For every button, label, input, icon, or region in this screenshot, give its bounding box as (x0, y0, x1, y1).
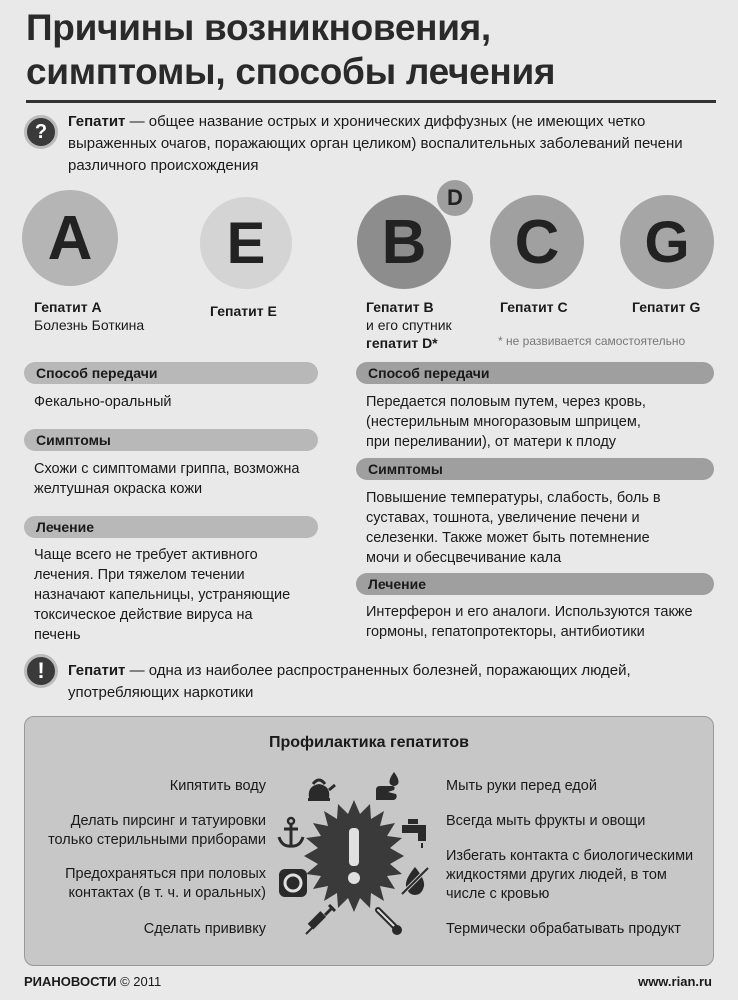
hepatitis-d-circle (437, 180, 473, 216)
letter-b: B (381, 207, 427, 277)
hepatitis-e-circle (200, 197, 292, 289)
hepatitis-b-sub2: гепатит D* (366, 335, 438, 351)
page-title (26, 6, 726, 94)
anchor-icon (274, 815, 308, 849)
right-symptoms-text: Повышение температуры, слабость, боль в суставах, тошнота, увеличение печени и селезенки. Также может быть потемнение мочи и обесцвечивание кала (366, 490, 661, 566)
title-divider (26, 100, 716, 103)
warning-lead: Гепатит (68, 662, 126, 679)
right-symptoms-header: Симптомы (356, 458, 714, 480)
no-blood-icon (398, 864, 432, 898)
left-treatment-header: Лечение (24, 516, 318, 538)
title-line-1: Причины возникновения, (26, 7, 491, 48)
footnote: * не развивается самостоятельно (498, 334, 686, 348)
right-treatment-text: Интерферон и его аналоги. Используются также гормоны, гепатопротекторы, антибиотики (366, 604, 693, 640)
hepatitis-e-label (210, 302, 277, 320)
left-symptoms-text: Схожи с симптомами гриппа, возможна желтушная окраска кожи (34, 461, 300, 497)
prevention-title: Профилактика гепатитов (268, 734, 469, 751)
footer-brand: РИАНОВОСТИ (24, 974, 117, 989)
letter-e: E (226, 210, 266, 276)
footer-year: © 2011 (120, 974, 162, 989)
intro-text: — общее название острых и хронических диффузных (не имеющих четко выраженных очагов, поражающих орган целиком) воспалительных заболеваний печени различного происхождения (68, 113, 683, 174)
hepatitis-g-name: Гепатит G (632, 299, 701, 315)
exclamation-icon: ! (24, 654, 58, 688)
hand-drop-icon (370, 770, 404, 804)
hepatitis-g-label (632, 298, 700, 316)
hepatitis-c-label (500, 298, 568, 316)
right-transmission-text: Передается половым путем, через кровь, (нестерильным многоразовым шприцем, при переливании), от матери к плоду (366, 394, 646, 450)
exclamation-sun-icon (304, 800, 404, 912)
condom-icon (276, 866, 310, 900)
footer-copyright (24, 974, 161, 989)
thermometer-icon (370, 904, 404, 938)
left-treatment-text: Чаще всего не требует активного лечения. При тяжелом течении назначают капельницы, устраняющие токсическое действие вируса на печень (34, 547, 291, 643)
warning-paragraph (68, 660, 718, 704)
question-icon: ? (24, 115, 58, 149)
footer-site-link[interactable]: www.rian.ru (638, 974, 712, 989)
prevention-right-1: Мыть руки перед едой (446, 778, 597, 794)
letter-g: G (644, 209, 690, 275)
hepatitis-a-sub: Болезнь Боткина (34, 317, 145, 333)
prevention-right-2: Всегда мыть фрукты и овощи (446, 813, 646, 829)
hepatitis-b-name: Гепатит В (366, 299, 434, 315)
left-transmission-header: Способ передачи (24, 362, 318, 384)
right-treatment-header: Лечение (356, 573, 714, 595)
hepatitis-b-label (366, 298, 452, 352)
kettle-icon (302, 772, 336, 806)
intro-paragraph (68, 111, 718, 177)
hepatitis-a-name: Гепатит А (34, 299, 102, 315)
warning-text: — одна из наиболее распространенных болезней, поражающих людей, употребляющих наркотики (68, 662, 631, 701)
hepatitis-b-circle (357, 195, 451, 289)
hepatitis-e-name: Гепатит Е (210, 303, 277, 319)
prevention-left-4: Сделать прививку (143, 921, 266, 937)
prevention-right-3: Избегать контакта с биологическими жидкостями других людей, в том числе с кровью (446, 848, 694, 902)
prevention-right-4: Термически обрабатывать продукт (446, 921, 681, 937)
prevention-left-1: Кипятить воду (169, 778, 266, 794)
prevention-left-2: Делать пирсинг и татуировки только стерильными приборами (48, 813, 266, 848)
hepatitis-a-label (34, 298, 144, 334)
hepatitis-a-circle (22, 190, 118, 286)
left-transmission-text: Фекально-оральный (34, 394, 172, 410)
left-symptoms-header: Симптомы (24, 429, 318, 451)
prevention-left-3: Предохраняться при половых контактах (в т. ч. и оральных) (65, 866, 266, 901)
title-line-2: симптомы, способы лечения (26, 51, 556, 92)
hepatitis-c-name: Гепатит С (500, 299, 568, 315)
hepatitis-g-circle (620, 195, 714, 289)
faucet-icon (400, 815, 434, 849)
right-transmission-header: Способ передачи (356, 362, 714, 384)
letter-c: C (514, 207, 560, 277)
intro-lead: Гепатит (68, 113, 126, 130)
letter-a: A (47, 203, 93, 273)
letter-d: D (447, 185, 463, 210)
hepatitis-c-circle (490, 195, 584, 289)
hepatitis-b-sub: и его спутник (366, 317, 452, 333)
syringe-icon (302, 904, 336, 938)
